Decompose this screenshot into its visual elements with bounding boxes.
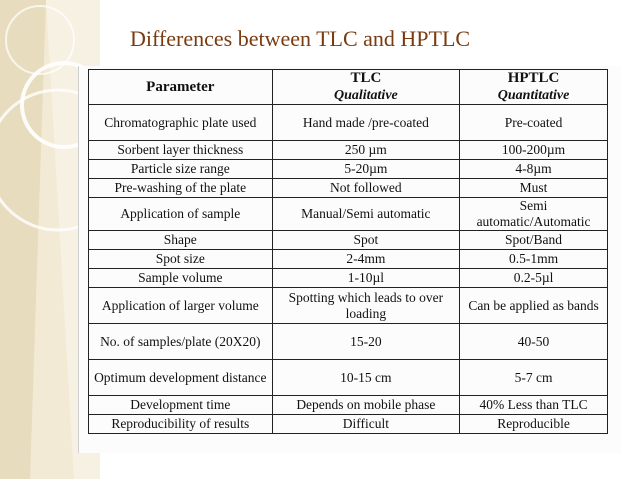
table-header-row [89, 70, 608, 105]
cell-tlc: 2-4mm [272, 250, 460, 269]
table-row [89, 250, 608, 269]
cell-parameter: No. of samples/plate (20X20) [89, 324, 273, 360]
cell-tlc: Spotting which leads to over loading [272, 288, 460, 324]
cell-parameter: Sorbent layer thickness [89, 141, 273, 160]
cell-hptlc: 40% Less than TLC [460, 396, 608, 415]
cell-parameter: Spot size [89, 250, 273, 269]
table-row [89, 324, 608, 360]
cell-tlc: Spot [272, 231, 460, 250]
header-parameter: Parameter [89, 70, 273, 105]
cell-hptlc: 40-50 [460, 324, 608, 360]
cell-tlc: 1-10µl [272, 269, 460, 288]
cell-parameter: Application of sample [89, 198, 273, 231]
cell-parameter: Sample volume [89, 269, 273, 288]
cell-hptlc: Spot/Band [460, 231, 608, 250]
cell-tlc: 10-15 cm [272, 360, 460, 396]
table-row [89, 231, 608, 250]
header-tlc: TLC Qualitative [272, 70, 460, 105]
cell-parameter: Particle size range [89, 160, 273, 179]
cell-parameter: Shape [89, 231, 273, 250]
header-tlc-subtitle: Qualitative [333, 88, 398, 103]
cell-hptlc: Must [460, 179, 608, 198]
cell-hptlc: Pre-coated [460, 105, 608, 141]
cell-hptlc: Can be applied as bands [460, 288, 608, 324]
table-row [89, 105, 608, 141]
cell-parameter: Pre-washing of the plate [89, 179, 273, 198]
cell-tlc: 250 µm [272, 141, 460, 160]
cell-hptlc: 0.2-5µl [460, 269, 608, 288]
header-hptlc: HPTLC Quantitative [460, 70, 608, 105]
cell-hptlc: 4-8µm [460, 160, 608, 179]
cell-hptlc: Reproducible [460, 415, 608, 434]
table-row [89, 415, 608, 434]
cell-hptlc: 5-7 cm [460, 360, 608, 396]
table-row [89, 288, 608, 324]
cell-tlc: Depends on mobile phase [272, 396, 460, 415]
comparison-table-panel [78, 66, 621, 453]
table-row [89, 360, 608, 396]
cell-hptlc: Semi automatic/Automatic [460, 198, 608, 231]
header-hptlc-subtitle: Quantitative [497, 88, 570, 103]
slide-title: Differences between TLC and HPTLC [130, 26, 471, 51]
table-row [89, 160, 608, 179]
cell-parameter: Reproducibility of results [89, 415, 273, 434]
cell-tlc: 15-20 [272, 324, 460, 360]
cell-tlc: 5-20µm [272, 160, 460, 179]
cell-hptlc: 0.5-1mm [460, 250, 608, 269]
cell-tlc: Not followed [272, 179, 460, 198]
table-row [89, 396, 608, 415]
comparison-table [88, 69, 608, 434]
cell-parameter: Optimum development distance [89, 360, 273, 396]
table-row [89, 198, 608, 231]
table-row [89, 179, 608, 198]
cell-tlc: Difficult [272, 415, 460, 434]
cell-parameter: Application of larger volume [89, 288, 273, 324]
cell-hptlc: 100-200µm [460, 141, 608, 160]
cell-tlc: Manual/Semi automatic [272, 198, 460, 231]
table-row [89, 269, 608, 288]
cell-tlc: Hand made /pre-coated [272, 105, 460, 141]
cell-parameter: Development time [89, 396, 273, 415]
cell-parameter: Chromatographic plate used [89, 105, 273, 141]
table-row [89, 141, 608, 160]
